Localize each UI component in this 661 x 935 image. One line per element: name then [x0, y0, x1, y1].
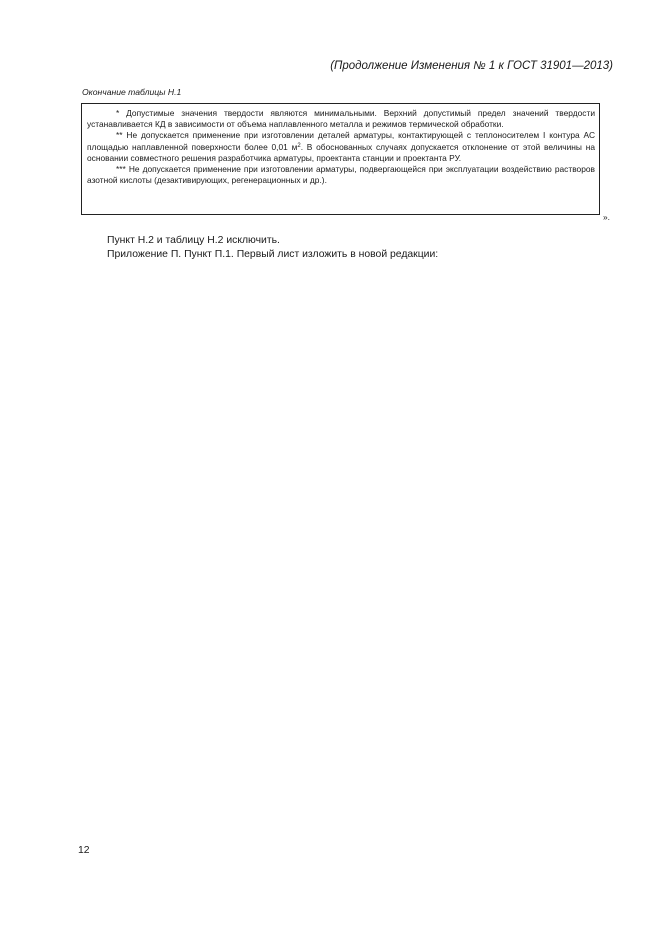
header-continuation-note: (Продолжение Изменения № 1 к ГОСТ 31901—2013)	[330, 60, 613, 72]
table-note-2-text-b: . В обоснованных случаях допускается отклонение от этой величины на основании совместного решения разработчика арматуры, проектанта станции и проектанта РУ.	[87, 141, 596, 163]
table-note-2-superscript: 2	[297, 142, 301, 149]
table-note-2-text-a: ** Не допускается применение при изготовлении деталей арматуры, контактирующей с теплоносителем I контура АС площадью наплавленной поверхности более 0,01 м	[87, 130, 595, 152]
body-paragraph-1: Пункт Н.2 и таблицу Н.2 исключить.	[107, 235, 280, 246]
table-closing-quote: ».	[603, 212, 610, 222]
table-caption: Окончание таблицы Н.1	[82, 87, 182, 97]
page-number: 12	[78, 845, 90, 856]
table-note-2	[87, 130, 595, 164]
table-note-3: *** Не допускается применение при изготовлении арматуры, подвергающейся при эксплуатации воздействию растворов азотной кислоты (дезактивирующих, регенерационных и др.).	[87, 164, 595, 186]
body-paragraph-2: Приложение П. Пункт П.1. Первый лист изложить в новой редакции:	[107, 249, 439, 260]
table-notes-box	[81, 103, 600, 215]
table-note-1: * Допустимые значения твердости являются минимальными. Верхний допустимый предел значений твердости устанавливается КД в зависимости от объема наплавленного металла и режимов термической обработки.	[87, 108, 595, 130]
